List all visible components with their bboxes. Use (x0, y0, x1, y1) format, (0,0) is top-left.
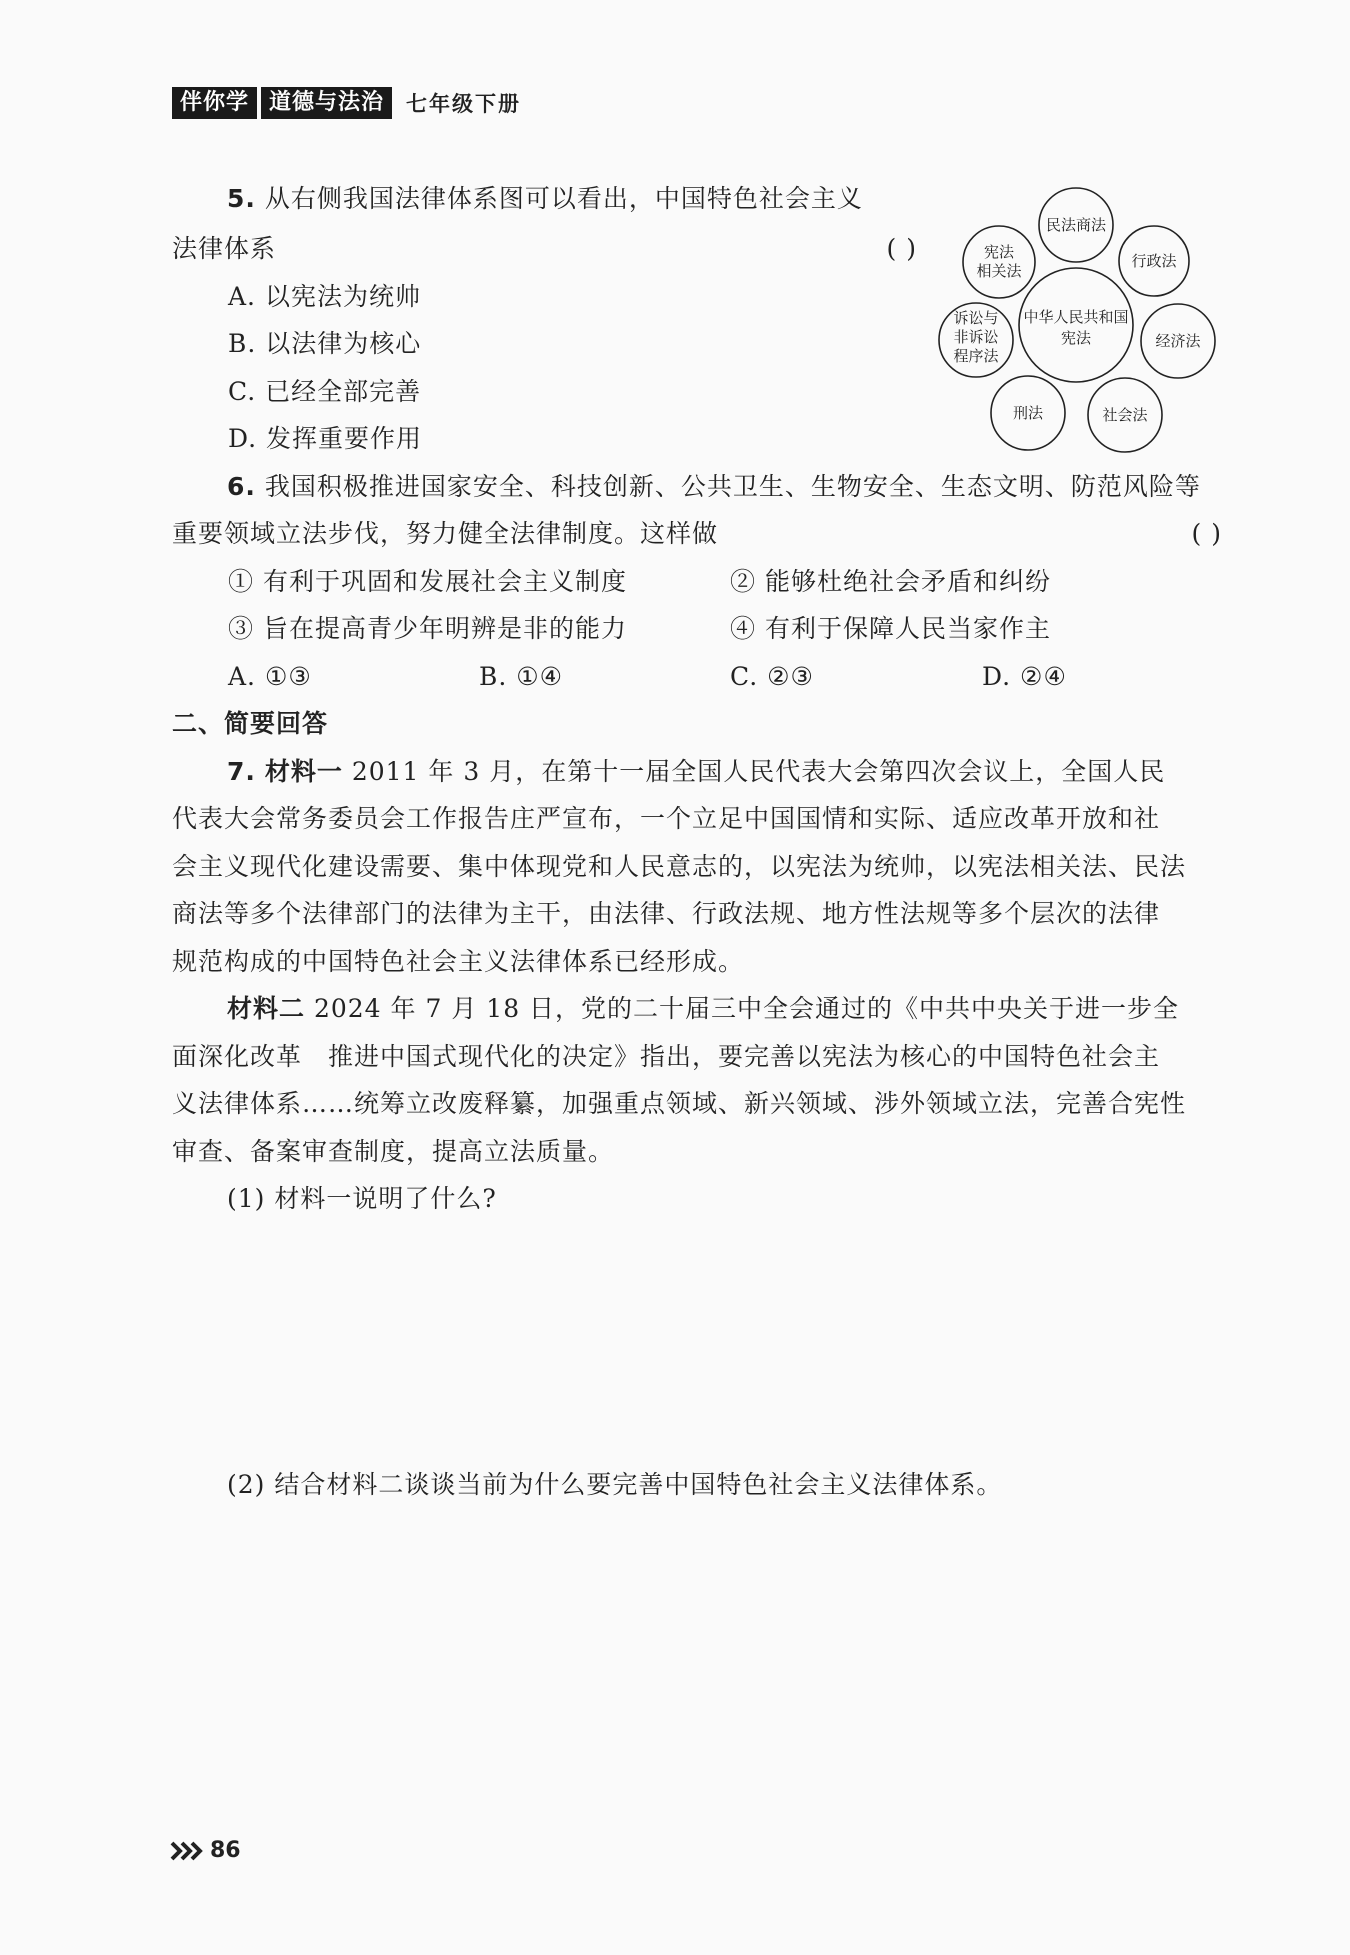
material1-text2: 代表大会常务委员会工作报告庄严宣布，一个立足中国国情和实际、适应改革开放和社 (172, 804, 1161, 833)
q7-subquestion-1: (1) 材料一说明了什么? (227, 1184, 497, 1213)
subject-tag: 道德与法治 (261, 87, 392, 119)
q5-option-a: A. 以宪法为统帅 (228, 282, 421, 311)
material2-text4: 审查、备案审查制度，提高立法质量。 (172, 1137, 615, 1166)
q6-option-c: C. ②③ (730, 662, 814, 691)
q6-statement-3: ③ 旨在提高青少年明辨是非的能力 (228, 614, 627, 643)
center-label-1: 中华人民共和国 (1023, 308, 1129, 326)
material1-text1: 2011 年 3 月，在第十一届全国人民代表大会第四次会议上，全国人民 (351, 757, 1166, 786)
q6-statement-4: ④ 有利于保障人民当家作主 (730, 614, 1051, 643)
material2-label: 材料二 (227, 994, 306, 1023)
q7-material1-line1 (227, 755, 1165, 789)
node-label-economic: 经济法 (1155, 332, 1201, 350)
q5-option-d: D. 发挥重要作用 (228, 424, 423, 453)
chevron-right-icon (170, 1840, 206, 1862)
material1-text5: 规范构成的中国特色社会主义法律体系已经形成。 (172, 947, 745, 976)
material2-text3: 义法律体系……统筹立改废释纂，加强重点领域、新兴领域、涉外领域立法，完善合宪性 (172, 1089, 1187, 1118)
node-label-procedural-2: 非诉讼 (953, 328, 999, 346)
center-label-2: 宪法 (1060, 329, 1092, 347)
q6-statement-2: ② 能够杜绝社会矛盾和纠纷 (730, 567, 1051, 596)
node-label-administrative: 行政法 (1131, 252, 1177, 270)
q6-option-d: D. ②④ (982, 662, 1067, 691)
q5-stem-text2: 法律体系 (172, 234, 277, 263)
page-footer (170, 1838, 241, 1863)
q5-stem-line1 (227, 182, 863, 216)
material2-text1: 2024 年 7 月 18 日，党的二十届三中全会通过的《中共中央关于进一步全 (313, 994, 1180, 1023)
page-header (172, 86, 521, 120)
q5-answer-paren: ( ) (886, 234, 917, 263)
section-heading: 二、简要回答 (172, 709, 329, 738)
grade-label: 七年级下册 (406, 91, 522, 116)
node-label-criminal: 刑法 (1012, 404, 1044, 422)
q6-stem-line1 (227, 470, 1201, 504)
q5-option-c: C. 已经全部完善 (228, 377, 422, 406)
q6-option-b: B. ①④ (479, 662, 564, 691)
material1-text4: 商法等多个法律部门的法律为主干，由法律、行政法规、地方性法规等多个层次的法律 (172, 899, 1161, 928)
q6-stem-line2 (172, 517, 1222, 551)
material2-text2: 面深化改革 推进中国式现代化的决定》指出，要完善以宪法为核心的中国特色社会主 (172, 1042, 1161, 1071)
node-label-constitution-related-1: 宪法 (983, 243, 1015, 261)
q5-number: 5. (227, 184, 256, 213)
material1-text3: 会主义现代化建设需要、集中体现党和人民意志的，以宪法为统帅，以宪法相关法、民法 (172, 852, 1187, 881)
q6-statement-1: ① 有利于巩固和发展社会主义制度 (228, 567, 627, 596)
page-number: 86 (210, 1838, 241, 1863)
q5-option-b: B. 以法律为核心 (228, 329, 422, 358)
q7-material2-line1 (227, 992, 1179, 1026)
node-label-social: 社会法 (1102, 406, 1148, 424)
material1-label: 材料一 (264, 757, 343, 786)
q6-stem-text1: 我国积极推进国家安全、科技创新、公共卫生、生物安全、生态文明、防范风险等 (264, 472, 1201, 501)
q6-answer-paren: ( ) (1191, 519, 1222, 548)
node-label-procedural-1: 诉讼与 (953, 309, 999, 327)
q5-stem-text1: 从右侧我国法律体系图可以看出，中国特色社会主义 (264, 184, 863, 213)
legal-system-diagram (935, 185, 1225, 460)
q6-number: 6. (227, 472, 256, 501)
q5-stem-line2 (172, 232, 917, 266)
q6-stem-text2: 重要领域立法步伐，努力健全法律制度。这样做 (172, 519, 719, 548)
node-label-constitution-related-2: 相关法 (976, 262, 1022, 280)
node-label-procedural-3: 程序法 (953, 347, 999, 365)
series-tag: 伴你学 (172, 87, 257, 119)
q6-option-a: A. ①③ (228, 662, 312, 691)
node-label-civil-commercial: 民法商法 (1045, 216, 1107, 234)
q7-number: 7. (227, 757, 256, 786)
q7-subquestion-2: (2) 结合材料二谈谈当前为什么要完善中国特色社会主义法律体系。 (227, 1470, 1003, 1499)
